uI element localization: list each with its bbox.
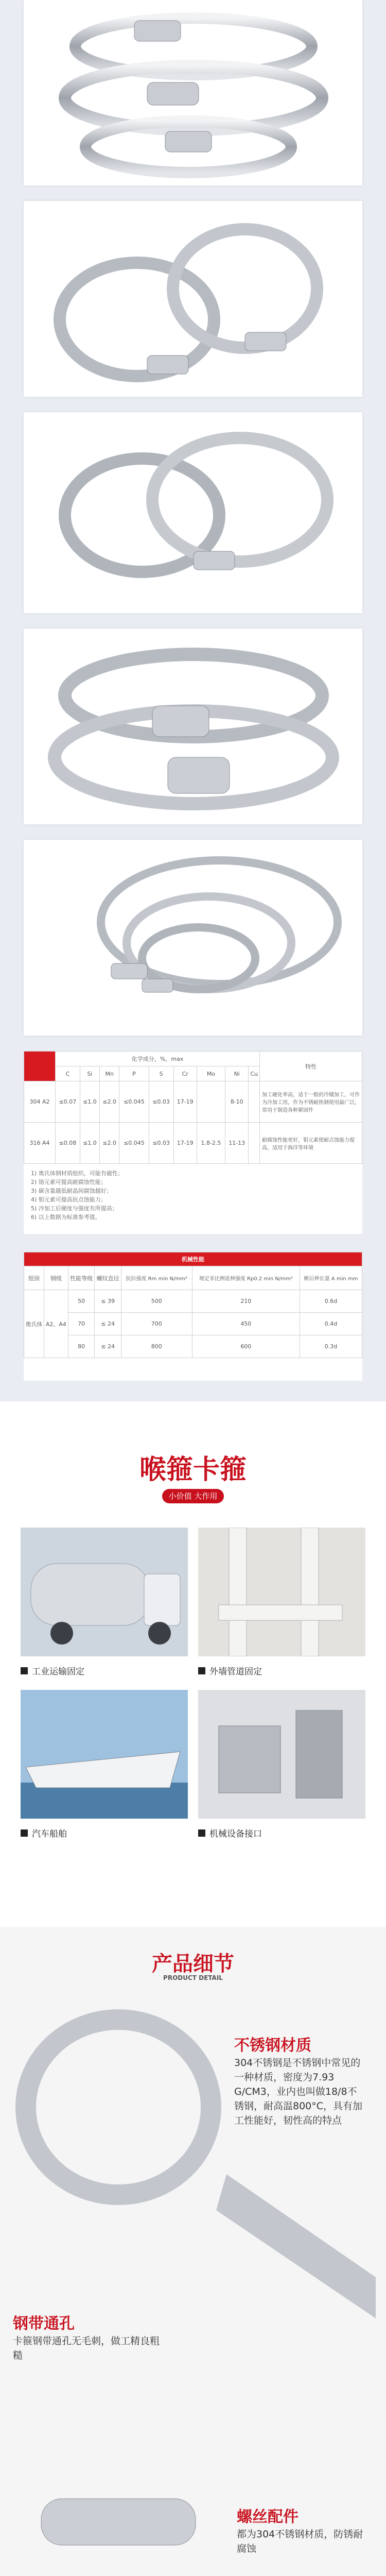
- photo-panel-1: [24, 0, 362, 185]
- feature-title: 喉箍卡箍: [139, 1454, 247, 1485]
- hose-clamp-stack-image: [24, 0, 362, 185]
- photo-panel-2: [24, 201, 362, 397]
- chem-header-cr: Cr: [173, 1066, 197, 1081]
- hose-clamp-open-image: [24, 412, 362, 613]
- detail-heading-material: 不锈钢材质: [234, 2037, 311, 2055]
- detail-body-hole: 卡箍钢带通孔无毛刺，做工精良粗糙: [13, 2335, 160, 2361]
- machine-image: [198, 1690, 365, 1819]
- application-section: [0, 1401, 386, 1927]
- table-row: 奥氏体 A2、A4 50 ≤ 39 500 210 0.6d: [24, 1290, 362, 1313]
- detail-hole-image: [206, 2174, 376, 2411]
- chem-header-c: C: [56, 1066, 80, 1081]
- chem-header-si: Si: [80, 1066, 99, 1081]
- detail-screw-image: [10, 2442, 232, 2576]
- ship-image: [21, 1690, 188, 1819]
- caption-ship: 汽车船舶: [21, 1826, 67, 1839]
- detail-title: 产品细节: [152, 1952, 234, 1976]
- pipe-image: [198, 1528, 365, 1656]
- caption-transport: 工业运输固定: [21, 1664, 84, 1677]
- mechanical-properties-table: 机械性能 组别 钢级 性能等级 螺纹直径 抗拉强度 Rm min N/mm² 规定非比例延伸强度 Rp0.2 min N/mm² 断后伸长量 A min mm 奥氏体 A2、A4 50 ≤ 39 500 210 0.6d 70 ≤ 24 700 450 0.4d 80 ≤ 24 800 600 0.3d: [24, 1252, 362, 1358]
- caption-machine: 机械设备接口: [198, 1826, 262, 1839]
- table-row: 304 A2 ≤0.07 ≤1.0 ≤2.0 ≤0.045 ≤0.03 17-19 8-10 加工硬化率高，适于一般的冷镦加工，可作为冷加工用，作为不锈耐热钢使用最广泛，常用于制造各种紧固件: [24, 1081, 362, 1123]
- detail-heading-screw: 螺丝配件: [237, 2508, 299, 2526]
- chem-notes: 1) 奥氏体钢材质组织，可能有磁性； 2) 铬元素可提高耐腐蚀性能； 3) 碳含量越低耐晶间腐蚀越好； 4) 钼元素可提高抗点蚀能力； 5) 冷加工后硬度与强度有所提高； 6) 以上数据为标准参考值。: [31, 1170, 124, 1221]
- feature-subtitle: 小价值 大作用: [162, 1489, 224, 1503]
- detail-body-screw: 都为304不锈钢材质，防锈耐腐蚀: [237, 2529, 363, 2554]
- photo-panel-5: [24, 840, 362, 1036]
- chemical-composition-table: [24, 1051, 362, 1164]
- detail-body-material: 304不锈钢是不锈钢中常见的一种材质，密度为7.93 G/CM3，业内也叫做18/8不锈钢，耐高温800°C，具有加工性能好，韧性高的特点: [234, 2057, 363, 2126]
- product-detail-section: [0, 1927, 386, 2576]
- detail-title-en: PRODUCT DETAIL: [163, 1974, 223, 1981]
- hose-clamp-screw-image: [24, 629, 362, 824]
- chem-header-mo: Mo: [197, 1066, 225, 1081]
- chem-header-s: S: [149, 1066, 173, 1081]
- chem-header-ni: Ni: [225, 1066, 248, 1081]
- caption-wall-pipe: 外墙管道固定: [198, 1664, 262, 1677]
- mechanical-properties-panel: [24, 1252, 362, 1381]
- detail-heading-hole: 钢带通孔: [13, 2315, 75, 2333]
- photo-panel-3: [24, 412, 362, 613]
- table-row: 70 ≤ 24 700 450 0.4d: [24, 1313, 362, 1335]
- detail-band-image: [10, 2004, 226, 2210]
- chem-header-cu: Cu: [249, 1066, 260, 1081]
- chem-header-feature: 特性: [260, 1052, 362, 1081]
- chem-table-title: 化学成分，%，max: [56, 1052, 260, 1066]
- truck-image: [21, 1528, 188, 1656]
- hose-clamp-pair-image: [24, 201, 362, 397]
- chem-header-p: P: [119, 1066, 149, 1081]
- hose-clamp-set-image: [24, 840, 362, 1036]
- chem-header-mn: Mn: [100, 1066, 119, 1081]
- mech-table-title: 机械性能: [24, 1252, 362, 1266]
- chemical-composition-panel: [24, 1051, 362, 1234]
- photo-panel-4: [24, 629, 362, 824]
- table-row: 80 ≤ 24 800 600 0.3d: [24, 1335, 362, 1358]
- table-row: 316 A4 ≤0.08 ≤1.0 ≤2.0 ≤0.045 ≤0.03 17-19 1.8-2.5 11-13 耐腐蚀性能更好，钼元素使耐点蚀能力提高，适用于海洋等环境: [24, 1123, 362, 1164]
